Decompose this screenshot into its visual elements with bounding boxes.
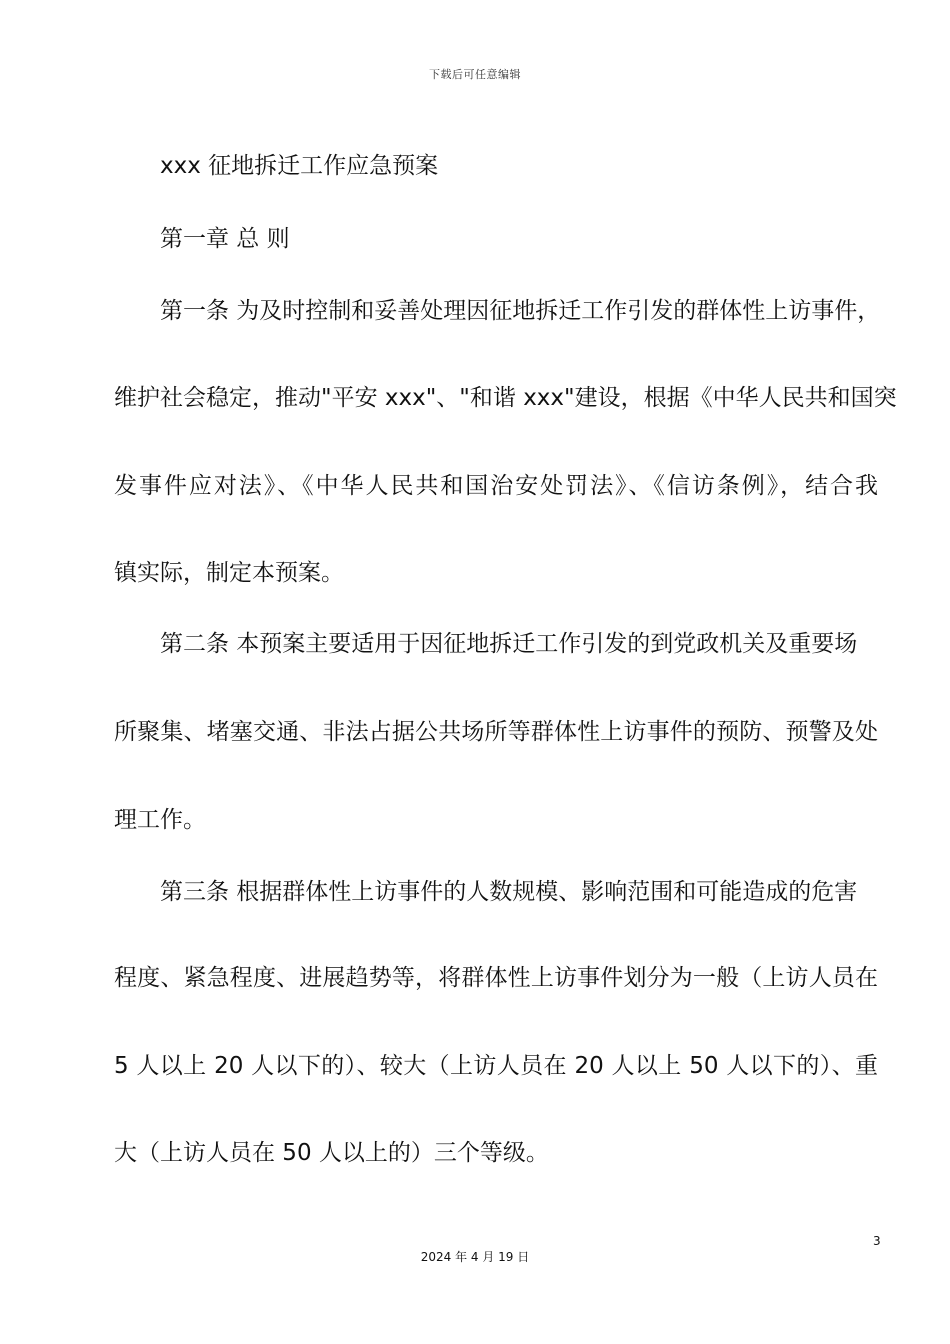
paragraph-line: 发事件应对法》、《中华人民共和国治安处罚法》、《信访条例》，结合我 (114, 473, 878, 499)
page-header: 下载后可任意编辑 (429, 68, 521, 81)
paragraph-line: 所聚集、堵塞交通、非法占据公共场所等群体性上访事件的预防、预警及处 (114, 719, 878, 745)
paragraph-line: 第三条 根据群体性上访事件的人数规模、影响范围和可能造成的危害 (160, 879, 858, 905)
paragraph-line: 理工作。 (114, 807, 206, 833)
paragraph-line: 镇实际，制定本预案。 (114, 560, 344, 586)
paragraph-line: 第二条 本预案主要适用于因征地拆迁工作引发的到党政机关及重要场 (160, 631, 858, 657)
paragraph-line: 第一条 为及时控制和妥善处理因征地拆迁工作引发的群体性上访事件， (160, 298, 881, 324)
chapter-heading: 第一章 总 则 (160, 226, 290, 252)
paragraph-line: 程度、紧急程度、进展趋势等，将群体性上访事件划分为一般（上访人员在 (114, 965, 878, 991)
document-title: xxx 征地拆迁工作应急预案 (160, 153, 439, 179)
page-number: 3 (873, 1234, 881, 1248)
paragraph-line: 5 人以上 20 人以下的）、较大（上访人员在 20 人以上 50 人以下的）、重 (114, 1053, 878, 1079)
paragraph-line: 大（上访人员在 50 人以上的）三个等级。 (114, 1140, 549, 1166)
footer-date: 2024 年 4 月 19 日 (420, 1250, 530, 1264)
paragraph-line: 维护社会稳定，推动"平安 xxx"、"和谐 xxx"建设，根据《中华人民共和国突 (114, 385, 897, 411)
